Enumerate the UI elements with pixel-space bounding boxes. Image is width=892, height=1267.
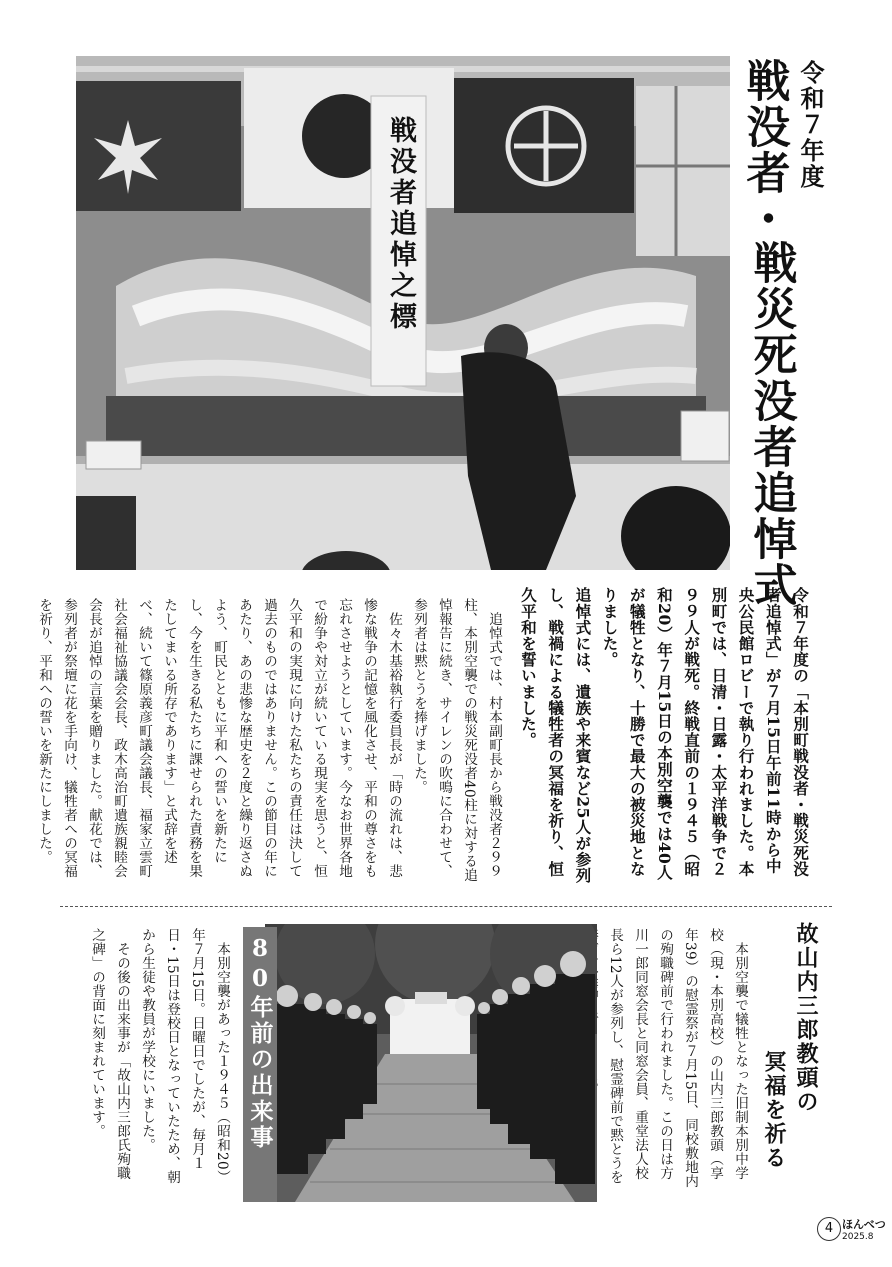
memorial-altar-photo — [76, 56, 730, 570]
section-left-paragraph: その後の出来事が「故山内三郎氏殉職之碑」の背面に刻まれています。 — [89, 928, 130, 1180]
memorial-banner-text: 戦没者追悼之標 — [385, 116, 416, 333]
title-line2: 戦災死没者追悼式 — [745, 240, 797, 608]
body-text — [36, 598, 506, 890]
section-heading-line2: 冥福を祈る — [761, 1050, 787, 1170]
publication-date: 2025.8 — [842, 1232, 874, 1242]
page-number: 4 — [817, 1217, 841, 1241]
lead-paragraph: 追悼式には、遺族や来賓など25人が参列し、戦禍による犠牲者の冥福を祈り、恒久平和を誓いました。 — [518, 587, 593, 884]
section-right-paragraph: 本別空襲で犠牲となった旧制本別中学校（現・本別高校）の山内三郎教頭（享年39）の慰霊祭が７月15日、同校敷地内の殉職碑前で行われました。この日は方川一郎同窓会長と同窓会員、重堂法人校長ら12人が参列し、慰霊碑前で黙とうを — [607, 928, 748, 1189]
section-heading: 80年前の出来事 — [246, 935, 274, 1151]
section-heading-box — [243, 927, 277, 1202]
monument-ceremony-photo — [265, 924, 597, 1202]
title-subtitle: 令和７年度 — [796, 60, 825, 190]
title-line1: 戦没者・ — [738, 58, 790, 242]
section-left-text — [66, 928, 234, 1193]
lead-paragraph: 令和７年度の「本別町戦没者・戦災死没者追悼式」が７月15日午前11時から中央公民館ロビーで執り行われました。本別町では、日清・日露・太平洋戦争で２９９人が戦死。終戦直前の１９４５（昭和20）年７月15日の本別空襲では40人が犠牲となり、十勝で最大の被災地となりました。 — [600, 587, 810, 881]
section-divider — [60, 906, 832, 907]
section-left-paragraph: 本別空襲があった１９４５（昭和20）年７月15日。日曜日でしたが、毎月１日・15日は登校日となっていたため、朝から生徒や教員が学校にいました。 — [139, 928, 230, 1185]
body-paragraph: 佐々木基裕執行委員長が「時の流れは、悲惨な戦争の記憶を風化させ、平和の尊さをも忘れさせようとしています。今なお世界各地で紛争や対立が続いている現実を思うと、恒久平和の実現に向けた私たちの責任は決して過去のものではありません。この節目の年にあたり、あの悲惨な歴史を２度と繰り返さぬよう、町民とともに平和への誓いを新たにし、今を生きる私たちに課せられた責務を果たしてまいる所存であります」と式辞を述べ、続いて篠原義彦町議会議長、福家立雲町社会福祉協議会会長、政木高治町遺族親睦会会長が追悼の言葉を贈りました。献花では、参列者が祭壇に花を手向け、犠牲者への冥福を祈り、平和への誓いを新たにしました。 — [36, 598, 402, 878]
section-right-text — [602, 928, 752, 1190]
body-paragraph: 追悼式では、村本副町長から戦没者２９９柱、本別空襲での戦災死没者40柱に対する追悼報告に続き、サイレンの吹鳴に合わせて、参列者は黙とうを捧げました。 — [411, 598, 502, 883]
publication-name: ほんべつ — [842, 1218, 886, 1231]
section-heading-line1: 故山内三郎教頭の — [793, 922, 819, 1114]
lead-text — [518, 587, 814, 887]
